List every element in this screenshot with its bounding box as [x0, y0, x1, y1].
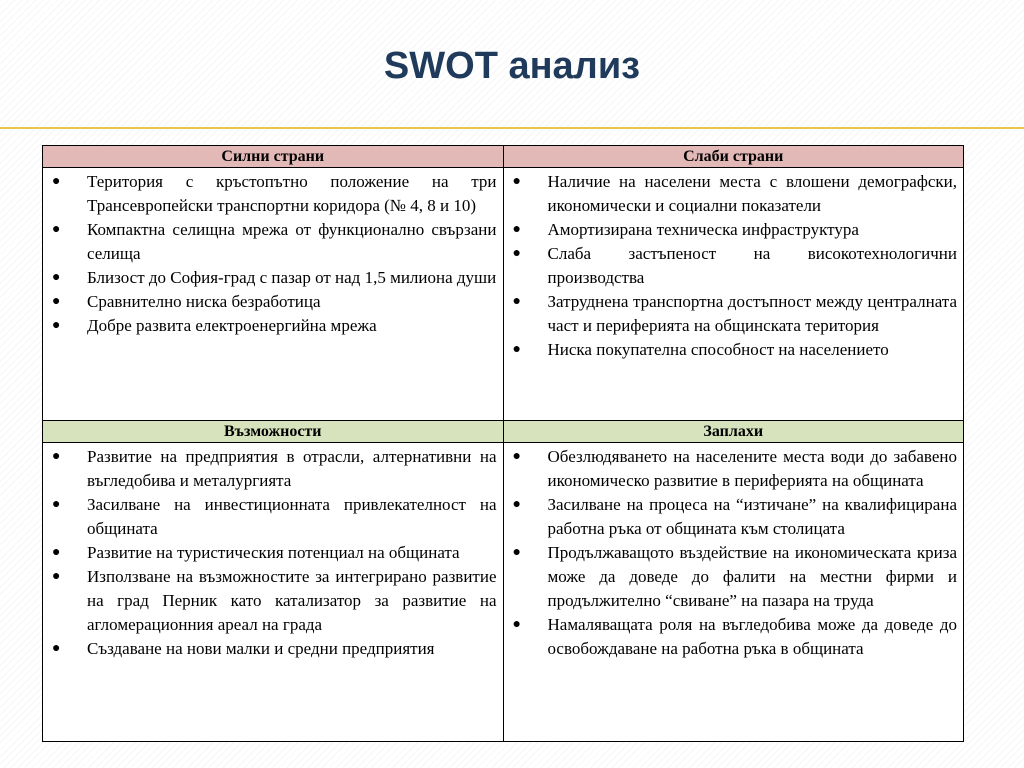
list-item: ● Засилване на инвестиционната привлекателност на общината — [52, 495, 497, 538]
bullet-icon: ● — [512, 449, 521, 464]
list-item: ● Създаване на нови малки и средни предприятия — [47, 637, 497, 661]
list-item: ● Развитие на туристическия потенциал на общината — [47, 541, 497, 565]
bullet-icon: ● — [52, 270, 61, 285]
bullet-icon: ● — [512, 246, 521, 261]
bullet-icon: ● — [512, 497, 521, 512]
list-item: ● Ниска покупателна способност на населението — [508, 338, 958, 362]
title-divider — [0, 127, 1024, 129]
list-item: ● Близост до София-град с пазар от над 1,5 милиона души — [47, 266, 497, 290]
bullet-icon: ● — [52, 222, 61, 237]
bullet-icon: ● — [52, 497, 61, 512]
threats-list — [508, 445, 958, 661]
list-item: ● Добре развита електроенергийна мрежа — [47, 314, 497, 338]
opportunities-header: Възможности — [43, 421, 504, 443]
list-item: ● Амортизирана техническа инфраструктура — [508, 218, 958, 242]
list-item: ● Намаляващата роля на въгледобива може да доведе до освобождаване на работна ръка в общината — [512, 615, 957, 658]
strengths-cell — [43, 168, 504, 421]
bullet-icon: ● — [512, 545, 521, 560]
list-item: ● Сравнително ниска безработица — [47, 290, 497, 314]
bullet-icon: ● — [52, 449, 61, 464]
list-item: ● Засилване на процеса на “изтичане” на квалифицирана работна ръка от общината към столицата — [512, 495, 957, 538]
weaknesses-list — [508, 170, 958, 362]
threats-header: Заплахи — [503, 421, 964, 443]
swot-row-bottom — [43, 443, 964, 742]
bullet-icon: ● — [52, 545, 61, 560]
slide-title: SWOT анализ — [383, 45, 641, 87]
bullet-icon: ● — [512, 617, 521, 632]
weaknesses-cell — [503, 168, 964, 421]
swot-table — [42, 145, 964, 742]
swot-row-top — [43, 168, 964, 421]
bullet-icon: ● — [512, 342, 521, 357]
opportunities-list — [47, 445, 497, 661]
strengths-list — [47, 170, 497, 338]
swot-header-row-bottom — [43, 421, 964, 443]
bullet-icon: ● — [512, 174, 521, 189]
bullet-icon: ● — [52, 174, 61, 189]
bullet-icon: ● — [52, 641, 61, 656]
threats-cell — [503, 443, 964, 742]
bullet-icon: ● — [512, 294, 521, 309]
swot-header-row-top — [43, 146, 964, 168]
bullet-icon: ● — [52, 294, 61, 309]
list-item: ● Слаба застъпеност на високотехнологични производства — [512, 244, 957, 287]
bullet-icon: ● — [52, 318, 61, 333]
opportunities-cell — [43, 443, 504, 742]
list-item: ● Наличие на населени места с влошени демографски, икономически и социални показатели — [512, 172, 957, 215]
list-item: ● Използване на възможностите за интегрирано развитие на град Перник като катализатор за развитие на агломерационния ареал на града — [52, 567, 497, 634]
list-item: ● Затруднена транспортна достъпност между централната част и периферията на общинската територия — [512, 292, 957, 335]
list-item: ● Продължаващото въздействие на икономическата криза може да доведе до фалити на местни фирми и продължително “свиване” на пазара на труда — [512, 543, 957, 610]
bullet-icon: ● — [512, 222, 521, 237]
list-item: ● Обезлюдяването на населените места води до забавено икономическо развитие в периферията на общината — [512, 447, 957, 490]
weaknesses-header: Слаби страни — [503, 146, 964, 168]
list-item: ● Развитие на предприятия в отрасли, алтернативни на въгледобива и металургията — [52, 447, 497, 490]
bullet-icon: ● — [52, 569, 61, 584]
strengths-header: Силни страни — [43, 146, 504, 168]
list-item: ● Компактна селищна мрежа от функционално свързани селища — [52, 220, 497, 263]
list-item: ● Територия с кръстопътно положение на три Трансевропейски транспортни коридора (№ 4, 8 и 10) — [52, 172, 497, 215]
